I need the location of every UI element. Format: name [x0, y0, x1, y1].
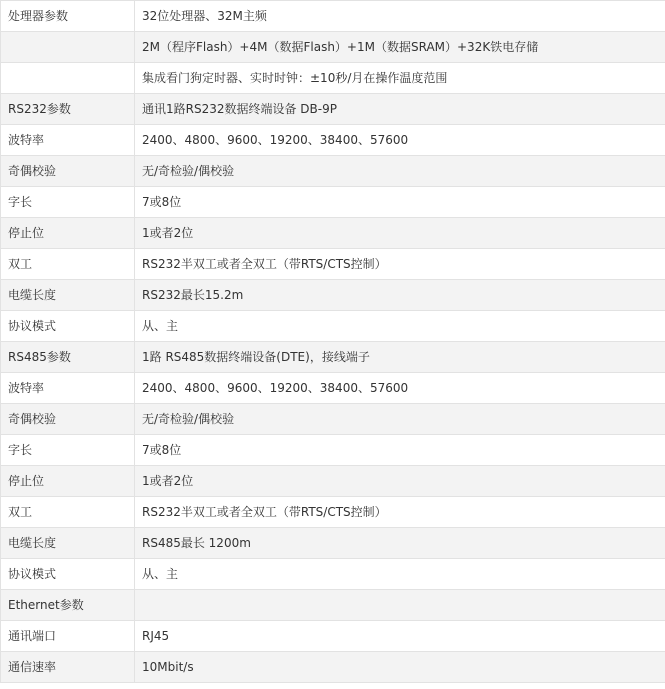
- row-label: Ethernet参数: [1, 590, 135, 621]
- row-value: 32位处理器、32M主频: [135, 1, 665, 32]
- table-row: [1, 32, 665, 63]
- table-row: [1, 94, 665, 125]
- table-row: [1, 342, 665, 373]
- row-label: RS232参数: [1, 94, 135, 125]
- table-row: [1, 156, 665, 187]
- row-value: 1或者2位: [135, 218, 665, 249]
- row-value: [135, 590, 665, 621]
- row-label: 字长: [1, 435, 135, 466]
- row-value: 7或8位: [135, 187, 665, 218]
- row-label: 停止位: [1, 218, 135, 249]
- row-value: 10Mbit/s: [135, 652, 665, 683]
- table-row: [1, 466, 665, 497]
- table-row: [1, 125, 665, 156]
- table-row: [1, 621, 665, 652]
- row-label: 协议模式: [1, 311, 135, 342]
- row-label: 双工: [1, 249, 135, 280]
- row-label: RS485参数: [1, 342, 135, 373]
- row-value: RS232半双工或者全双工（带RTS/CTS控制）: [135, 249, 665, 280]
- row-value: 1路 RS485数据终端设备(DTE)，接线端子: [135, 342, 665, 373]
- table-row: [1, 404, 665, 435]
- row-value: 2M（程序Flash）+4M（数据Flash）+1M（数据SRAM）+32K铁电存储: [135, 32, 665, 63]
- table-row: [1, 1, 665, 32]
- row-label: 处理器参数: [1, 1, 135, 32]
- row-value: RS485最长 1200m: [135, 528, 665, 559]
- table-row: [1, 528, 665, 559]
- table-row: [1, 311, 665, 342]
- table-row: [1, 497, 665, 528]
- table-row: [1, 249, 665, 280]
- row-label: 协议模式: [1, 559, 135, 590]
- row-label: 停止位: [1, 466, 135, 497]
- table-row: [1, 652, 665, 683]
- row-value: 无/奇检验/偶校验: [135, 156, 665, 187]
- row-label: 波特率: [1, 373, 135, 404]
- row-value: 无/奇检验/偶校验: [135, 404, 665, 435]
- row-label: 字长: [1, 187, 135, 218]
- row-value: RS232最长15.2m: [135, 280, 665, 311]
- row-value: 集成看门狗定时器、实时时钟：±10秒/月在操作温度范围: [135, 63, 665, 94]
- table-row: [1, 559, 665, 590]
- row-value: 从、主: [135, 311, 665, 342]
- row-label: 电缆长度: [1, 528, 135, 559]
- row-label: [1, 32, 135, 63]
- table-row: [1, 590, 665, 621]
- row-value: RS232半双工或者全双工（带RTS/CTS控制）: [135, 497, 665, 528]
- row-value: 通讯1路RS232数据终端设备 DB-9P: [135, 94, 665, 125]
- row-label: 波特率: [1, 125, 135, 156]
- row-value: 2400、4800、9600、19200、38400、57600: [135, 373, 665, 404]
- row-label: 通信速率: [1, 652, 135, 683]
- row-label: [1, 63, 135, 94]
- table-row: [1, 373, 665, 404]
- row-label: 奇偶校验: [1, 156, 135, 187]
- table-row: [1, 63, 665, 94]
- row-label: 双工: [1, 497, 135, 528]
- row-value: 7或8位: [135, 435, 665, 466]
- row-value: RJ45: [135, 621, 665, 652]
- row-label: 奇偶校验: [1, 404, 135, 435]
- row-label: 通讯端口: [1, 621, 135, 652]
- table-row: [1, 187, 665, 218]
- row-value: 从、主: [135, 559, 665, 590]
- table-row: [1, 435, 665, 466]
- table-row: [1, 280, 665, 311]
- row-value: 1或者2位: [135, 466, 665, 497]
- row-label: 电缆长度: [1, 280, 135, 311]
- row-value: 2400、4800、9600、19200、38400、57600: [135, 125, 665, 156]
- table-row: [1, 218, 665, 249]
